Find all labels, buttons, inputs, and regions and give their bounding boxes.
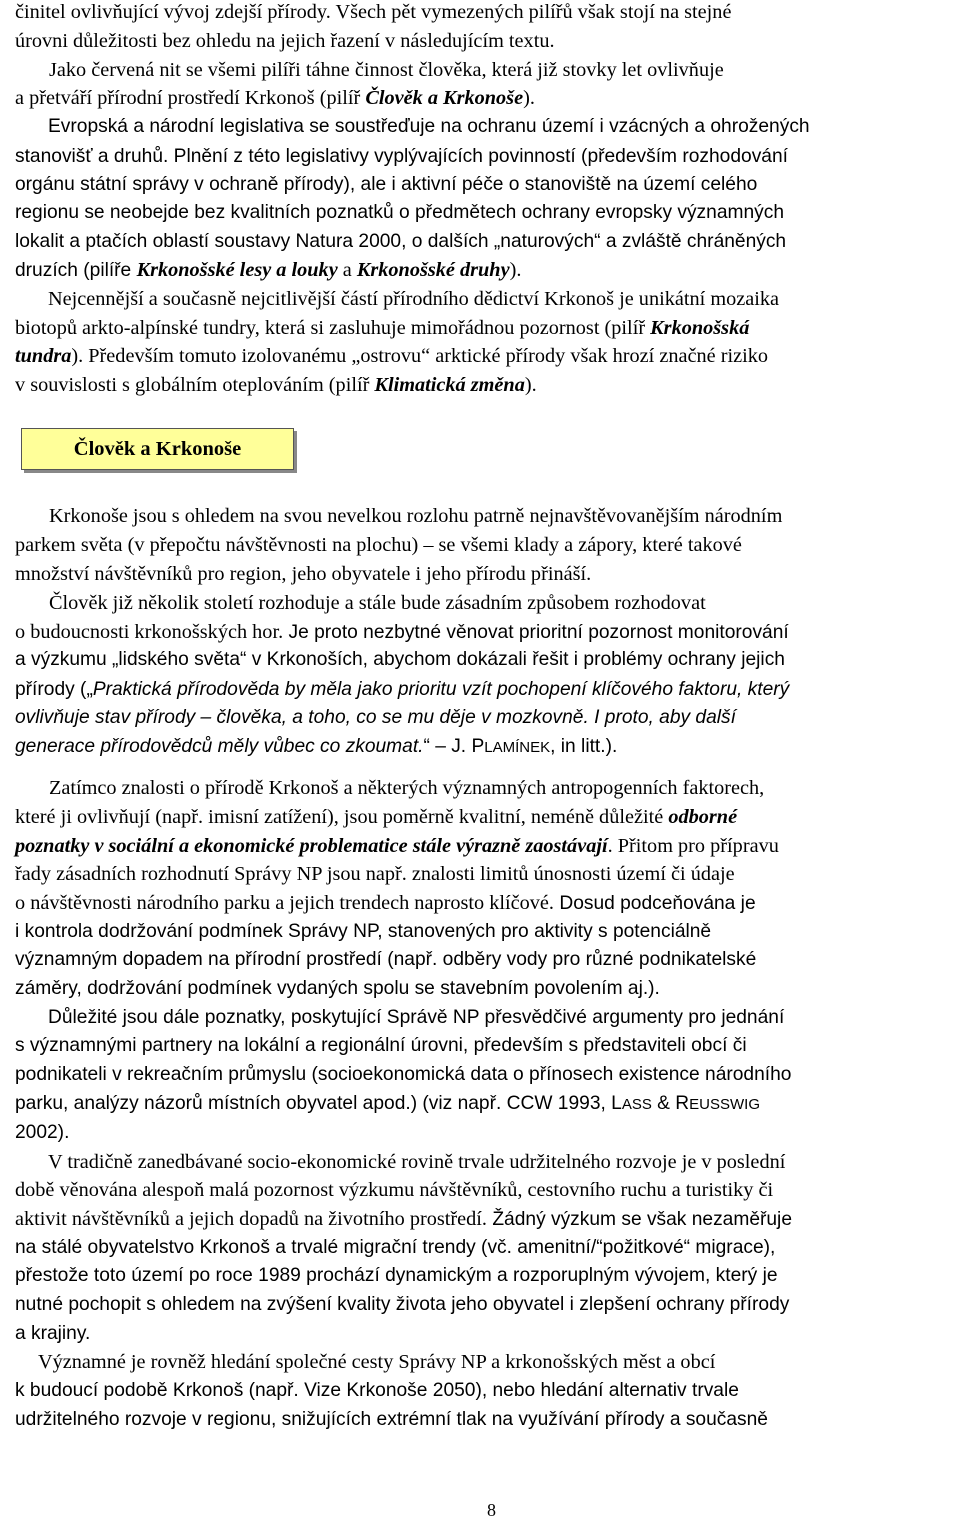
- text-line: na stálé obyvatelstvo Krkonoš a trvalé migrační trendy (vč. amenitní/“požitkové“ migrace),: [15, 1237, 776, 1258]
- text-run: , in litt.).: [550, 736, 618, 757]
- text-run: LAMÍNEK: [484, 739, 551, 756]
- text-line: podnikateli v rekreačním průmyslu (socioekonomická data o přínosech existence národního: [15, 1064, 792, 1085]
- text-line: řady zásadních rozhodnutí Správy NP jsou např. znalosti limitů únosnosti území či údaje: [15, 863, 735, 885]
- text-line: Významné je rovněž hledání společné cesty Správy NP a krkonošských měst a obcí: [38, 1351, 716, 1373]
- text-line: [15, 805, 737, 829]
- text-line: přestože toto území po roce 1989 prochází dynamickým a rozporuplným vývojem, který je: [15, 1265, 778, 1286]
- text-run: v souvislosti s globálním oteplováním (pilíř: [15, 374, 375, 396]
- text-line: Krkonoše jsou s ohledem na svou nevelkou rozlohu patrně nejnavštěvovanějším národním: [49, 505, 783, 527]
- text-line: Důležité jsou dále poznatky, poskytující Správě NP přesvědčivé argumenty pro jednání: [48, 1007, 785, 1028]
- text-run: ASS: [621, 1096, 652, 1113]
- pillar-reference: Člověk a Krkonoše: [365, 87, 524, 109]
- text-line: době věnována alespoň malá pozornost výzkumu návštěvníků, cestovního ruchu a turistiky či: [15, 1179, 774, 1201]
- text-line: V tradičně zanedbávané socio-ekonomické rovině trvale udržitelného rozvoje je v poslední: [48, 1151, 786, 1173]
- text-run: které ji ovlivňují (např. imisní zatížení), jsou poměrně kvalitní, neméně důležité: [15, 806, 669, 828]
- text-run: “ – J. P: [423, 736, 485, 757]
- text-line: množství návštěvníků pro region, jeho obyvatele i jeho přírodu přináší.: [15, 563, 592, 585]
- text-run: ). Především tomuto izolovanému „ostrovu“ arktické přírody však hrozí značné riziko: [71, 345, 769, 367]
- text-line: [15, 86, 535, 110]
- text-line: úrovni důležitosti bez ohledu na jejich řazení v následujícím textu.: [15, 30, 555, 52]
- text-line: Evropská a národní legislativa se soustřeďuje na ochranu území i vzácných a ohrožených: [48, 116, 810, 137]
- text-run: . Přitom pro přípravu: [607, 835, 779, 857]
- text-run: Dosud podceňována je: [554, 893, 756, 914]
- text-line: udržitelného rozvoje v regionu, snižujících extrémní tlak na využívání přírody a současně: [15, 1409, 768, 1430]
- text-run: Žádný výzkum se však nezaměřuje: [487, 1209, 792, 1230]
- text-run: o návštěvnosti národního parku a jejich trendech naprosto klíčové.: [15, 892, 554, 914]
- text-line: [15, 344, 768, 368]
- text-line: 2002).: [15, 1122, 70, 1143]
- text-line: orgánu státní správy v ochraně přírody), ale i aktivní péče o stanoviště na území celého: [15, 174, 758, 195]
- text-line: [15, 706, 736, 730]
- text-line: [15, 1092, 760, 1116]
- text-line: a krajiny.: [15, 1323, 91, 1344]
- quote-text: Praktická přírodověda by měla jako prioritu vzít pochopení klíčového faktoru, který: [92, 679, 790, 700]
- text-line: a výzkumu „lidského světa“ v Krkonoších, abychom dokázali řešit i problémy ochrany jejich: [15, 649, 785, 670]
- text-line: [15, 258, 521, 282]
- pillar-reference: tundra: [15, 345, 72, 367]
- text-run: biotopů arkto-alpínské tundry, která si zasluhuje mimořádnou pozornost (pilíř: [15, 317, 651, 339]
- text-line: i kontrola dodržování podmínek Správy NP, stanovených pro aktivity s potenciálně: [15, 921, 712, 942]
- pillar-reference: Krkonošská: [650, 317, 750, 339]
- text-run: ).: [509, 259, 522, 281]
- page-number: 8: [487, 1500, 496, 1520]
- text-run: přírody („: [15, 679, 93, 700]
- text-run: stanovišť a druhů.: [15, 146, 169, 167]
- text-line: Jako červená nit se všemi pilíři táhne činnost člověka, která již stovky let ovlivňuje: [49, 59, 724, 81]
- text-run: parku, analýzy názorů místních obyvatel apod.) (viz např. CCW 1993, L: [15, 1093, 622, 1114]
- text-run: ).: [524, 374, 537, 396]
- text-run: a přetváří přírodní prostředí Krkonoš (pilíř: [15, 87, 366, 109]
- pillar-reference: Krkonošské druhy: [356, 259, 510, 281]
- text-run: aktivit návštěvníků a jejich dopadů na životního prostředí.: [15, 1208, 487, 1230]
- text-line: regionu se neobejde bez kvalitních poznatků o předmětech ochrany evropsky významných: [15, 202, 785, 223]
- text-line: s významnými partnery na lokální a regionální úrovni, především s představiteli obcí či: [15, 1035, 747, 1056]
- text-line: [15, 316, 749, 340]
- text-run: o budoucnosti krkonošských hor.: [15, 621, 284, 643]
- emphasis: odborné: [668, 806, 738, 828]
- text-run: Je proto nezbytné věnovat prioritní pozornost monitorování: [283, 622, 789, 643]
- text-line: lokalit a ptačích oblastí soustavy Natura 2000, o dalších „naturových“ a zvláště chráněných: [15, 231, 787, 252]
- text-run: Plnění z této legislativy vyplývajících povinností (především rozhodování: [168, 146, 788, 167]
- text-line: nutné pochopit s ohledem na zvýšení kvality života jeho obyvatel i zlepšení ochrany přírody: [15, 1294, 790, 1315]
- text-run: a: [337, 259, 357, 281]
- text-line: [15, 1207, 792, 1231]
- text-line: [15, 620, 789, 644]
- quote-text: generace přírodovědců měly vůbec co zkoumat.: [15, 736, 424, 757]
- text-line: k budoucí podobě Krkonoš (např. Vize Krkonoše 2050), nebo hledání alternativ trvale: [15, 1380, 739, 1401]
- text-line: významným dopadem na přírodní prostředí (např. odběry vody pro různé podnikatelské: [15, 949, 757, 970]
- text-run: druzích (pilíře: [15, 260, 137, 281]
- text-line: záměry, dodržování podmínek vydaných spolu se stavebním povolením aj.).: [15, 978, 660, 999]
- text-line: [15, 677, 789, 701]
- text-line: [15, 734, 617, 758]
- quote-text: ovlivňuje stav přírody – člověka, a toho, co se mu děje v mozkovně. I proto, aby další: [15, 707, 736, 728]
- text-line: Nejcennější a současně nejcitlivější částí přírodního dědictví Krkonoš je unikátní mozaika: [48, 288, 780, 310]
- emphasis: poznatky v sociální a ekonomické problematice stále výrazně zaostávají: [15, 835, 608, 857]
- text-line: Zatímco znalosti o přírodě Krkonoš a některých významných antropogenních faktorech,: [49, 777, 765, 799]
- text-line: parkem světa (v přepočtu návštěvnosti na plochu) – se všemi klady a zápory, které takové: [15, 534, 742, 556]
- text-line: [15, 891, 756, 915]
- section-heading: Člověk a Krkonoše: [21, 428, 294, 470]
- text-run: EUSSWIG: [689, 1096, 761, 1113]
- text-run: ).: [523, 87, 535, 109]
- text-line: [15, 144, 788, 168]
- text-line: Člověk již několik století rozhoduje a stále bude zásadním způsobem rozhodovat: [49, 592, 706, 614]
- text-line: činitel ovlivňující vývoj zdejší přírody. Všech pět vymezených pilířů však stojí na stejné: [15, 1, 732, 23]
- text-line: [15, 834, 779, 858]
- text-run: & R: [651, 1093, 690, 1114]
- pillar-reference: Krkonošské lesy a louky: [136, 259, 338, 281]
- pillar-reference: Klimatická změna: [374, 374, 525, 396]
- text-line: [15, 373, 537, 397]
